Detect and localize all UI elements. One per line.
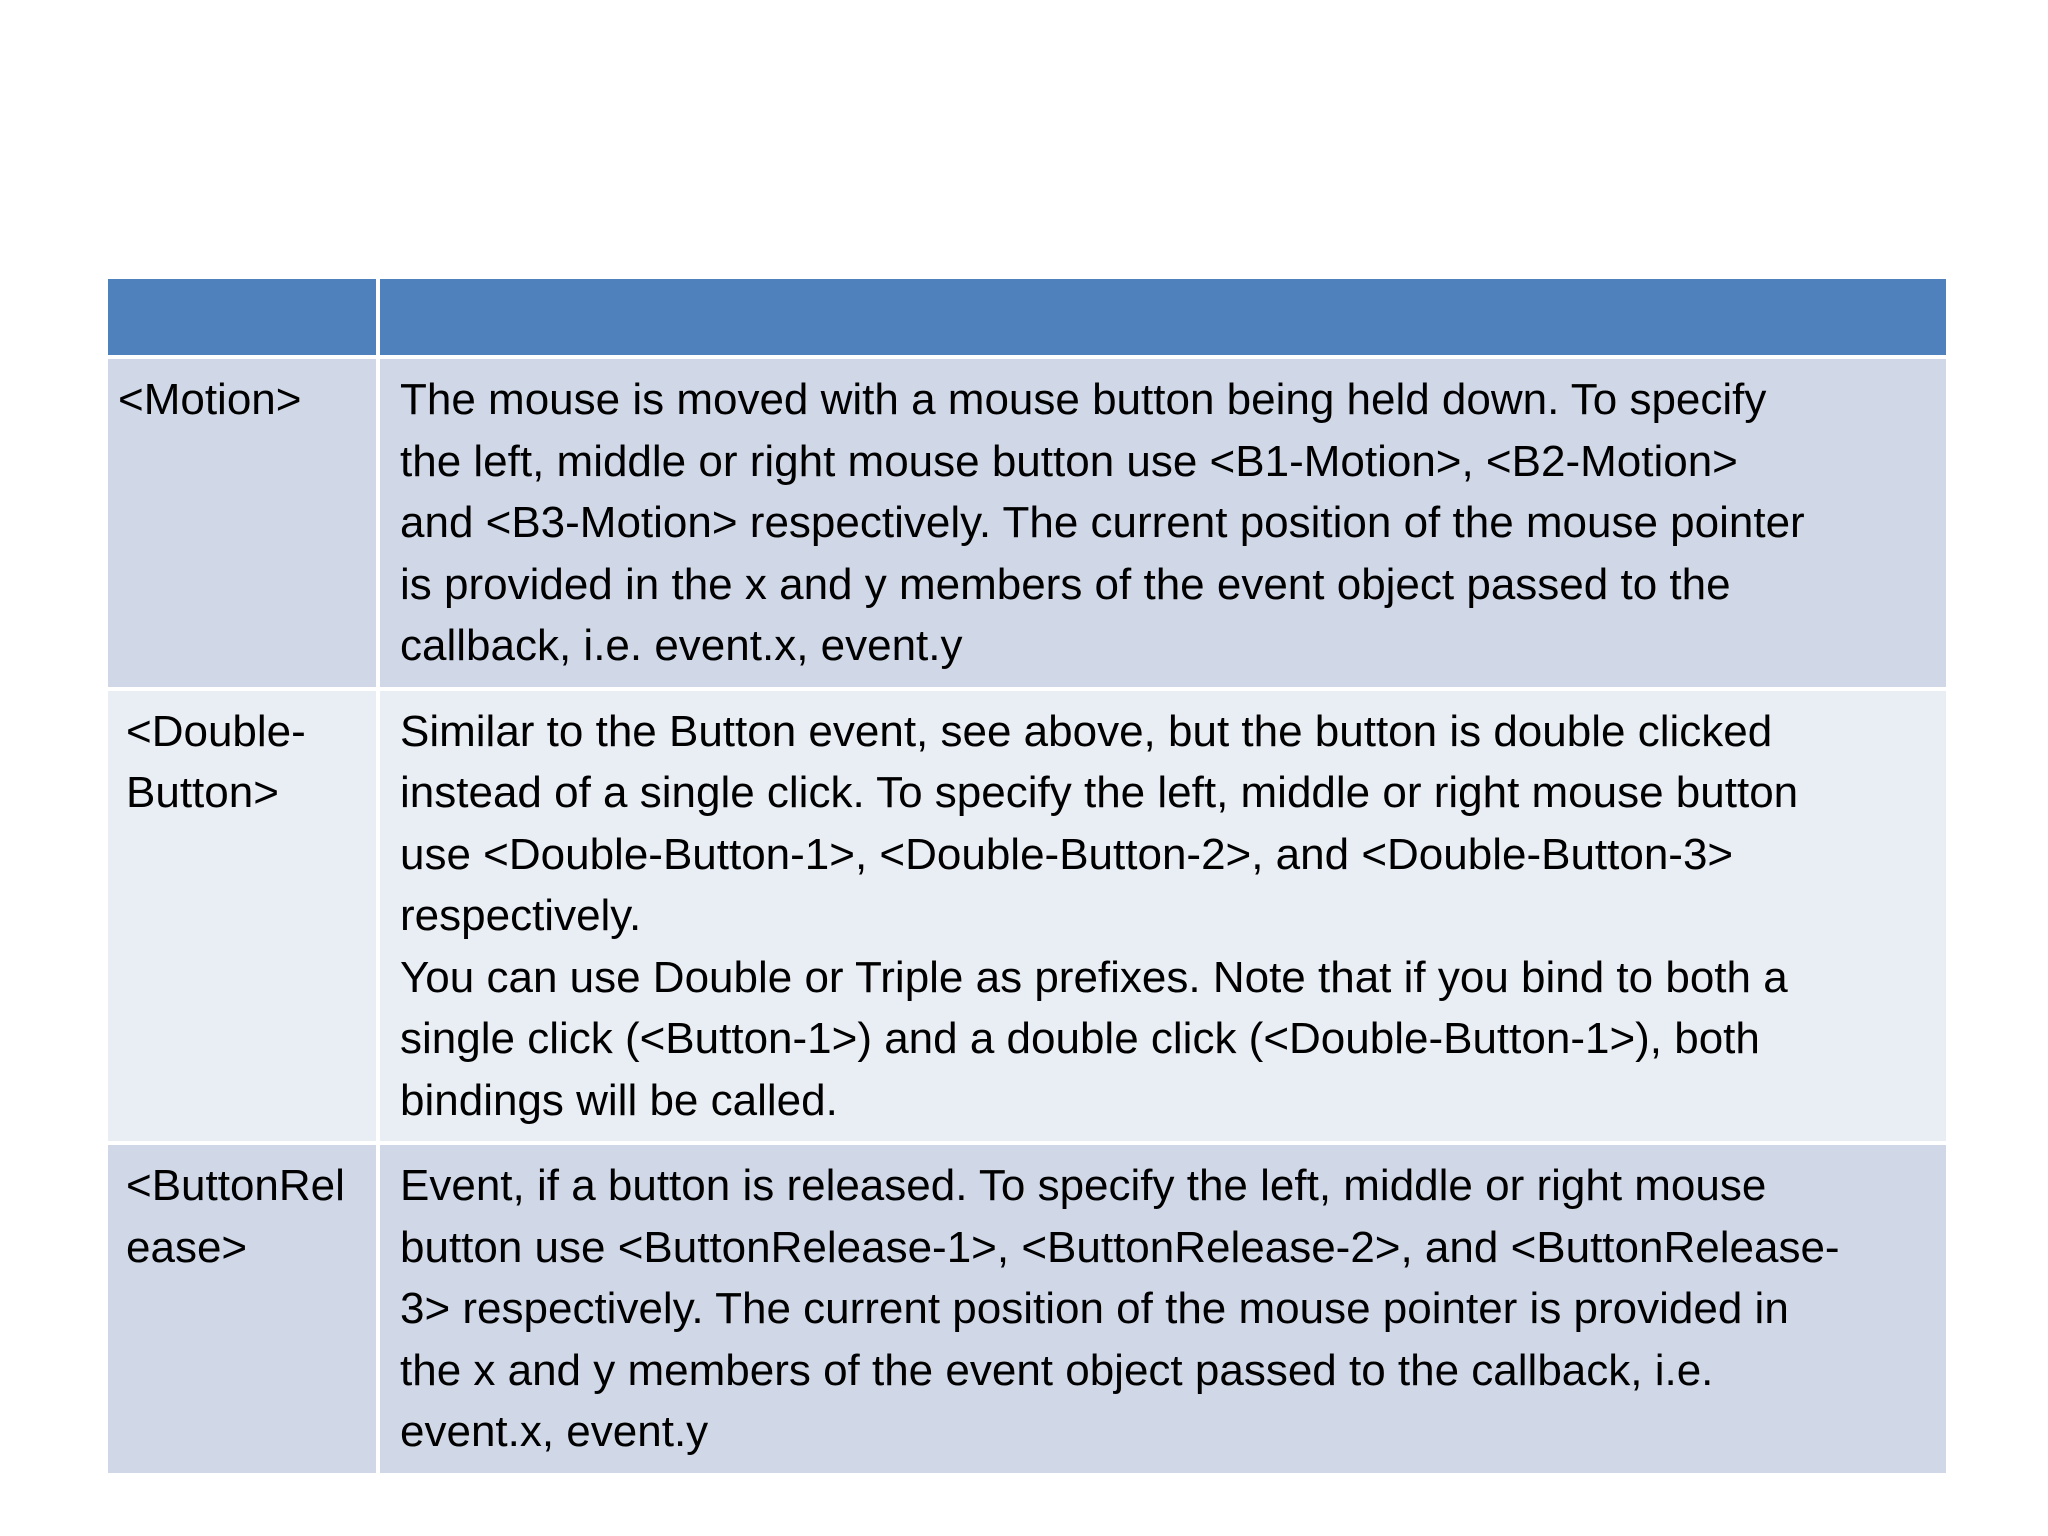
description-line: The mouse is moved with a mouse button being held down. To specify: [400, 375, 1767, 424]
event-name-cell: [106, 689, 378, 1144]
header-cell-event: [106, 277, 378, 357]
event-name-cell: [106, 357, 378, 689]
description-line: Event, if a button is released. To specify the left, middle or right mouse: [400, 1161, 1767, 1210]
event-description-cell: [378, 1143, 1948, 1475]
description-line: the x and y members of the event object passed to the callback, i.e.: [400, 1345, 1714, 1395]
description-line: Similar to the Button event, see above, but the button is double clicked: [400, 706, 1773, 756]
description-line: callback, i.e. event.x, event.y: [400, 621, 963, 670]
event-description-cell: [378, 357, 1948, 689]
description-line: the left, middle or right mouse button use <B1-Motion>, <B2-Motion>: [400, 436, 1738, 486]
description-line: instead of a single click. To specify the left, middle or right mouse button: [400, 768, 1799, 817]
event-name: Button>: [126, 768, 279, 817]
description-line: use <Double-Button-1>, <Double-Button-2>, and <Double-Button-3>: [400, 829, 1734, 879]
description-line: event.x, event.y: [400, 1407, 709, 1456]
description-line: is provided in the x and y members of the event object passed to the: [400, 559, 1731, 609]
table-header-row: [106, 277, 1948, 357]
description-line: bindings will be called.: [400, 1075, 838, 1125]
event-name: <Motion>: [118, 375, 302, 424]
description-line: respectively.: [400, 891, 642, 940]
events-table: [104, 275, 1950, 1477]
event-name: <Double-: [126, 706, 306, 756]
description-line: and <B3-Motion> respectively. The current position of the mouse pointer: [400, 498, 1805, 547]
header-cell-description: [378, 277, 1948, 357]
event-description-cell: [378, 689, 1948, 1144]
description-line: You can use Double or Triple as prefixes. Note that if you bind to both a: [400, 952, 1788, 1002]
description-line: single click (<Button-1>) and a double click (<Double-Button-1>), both: [400, 1014, 1760, 1063]
event-name-cell: [106, 1143, 378, 1475]
table-row: [106, 1143, 1948, 1475]
table-row: [106, 689, 1948, 1144]
description-line: 3> respectively. The current position of the mouse pointer is provided in: [400, 1284, 1789, 1333]
description-line: button use <ButtonRelease-1>, <ButtonRelease-2>, and <ButtonRelease-: [400, 1222, 1840, 1272]
table-row: [106, 357, 1948, 689]
event-name: ease>: [126, 1222, 248, 1272]
event-name: <ButtonRel: [126, 1161, 345, 1210]
